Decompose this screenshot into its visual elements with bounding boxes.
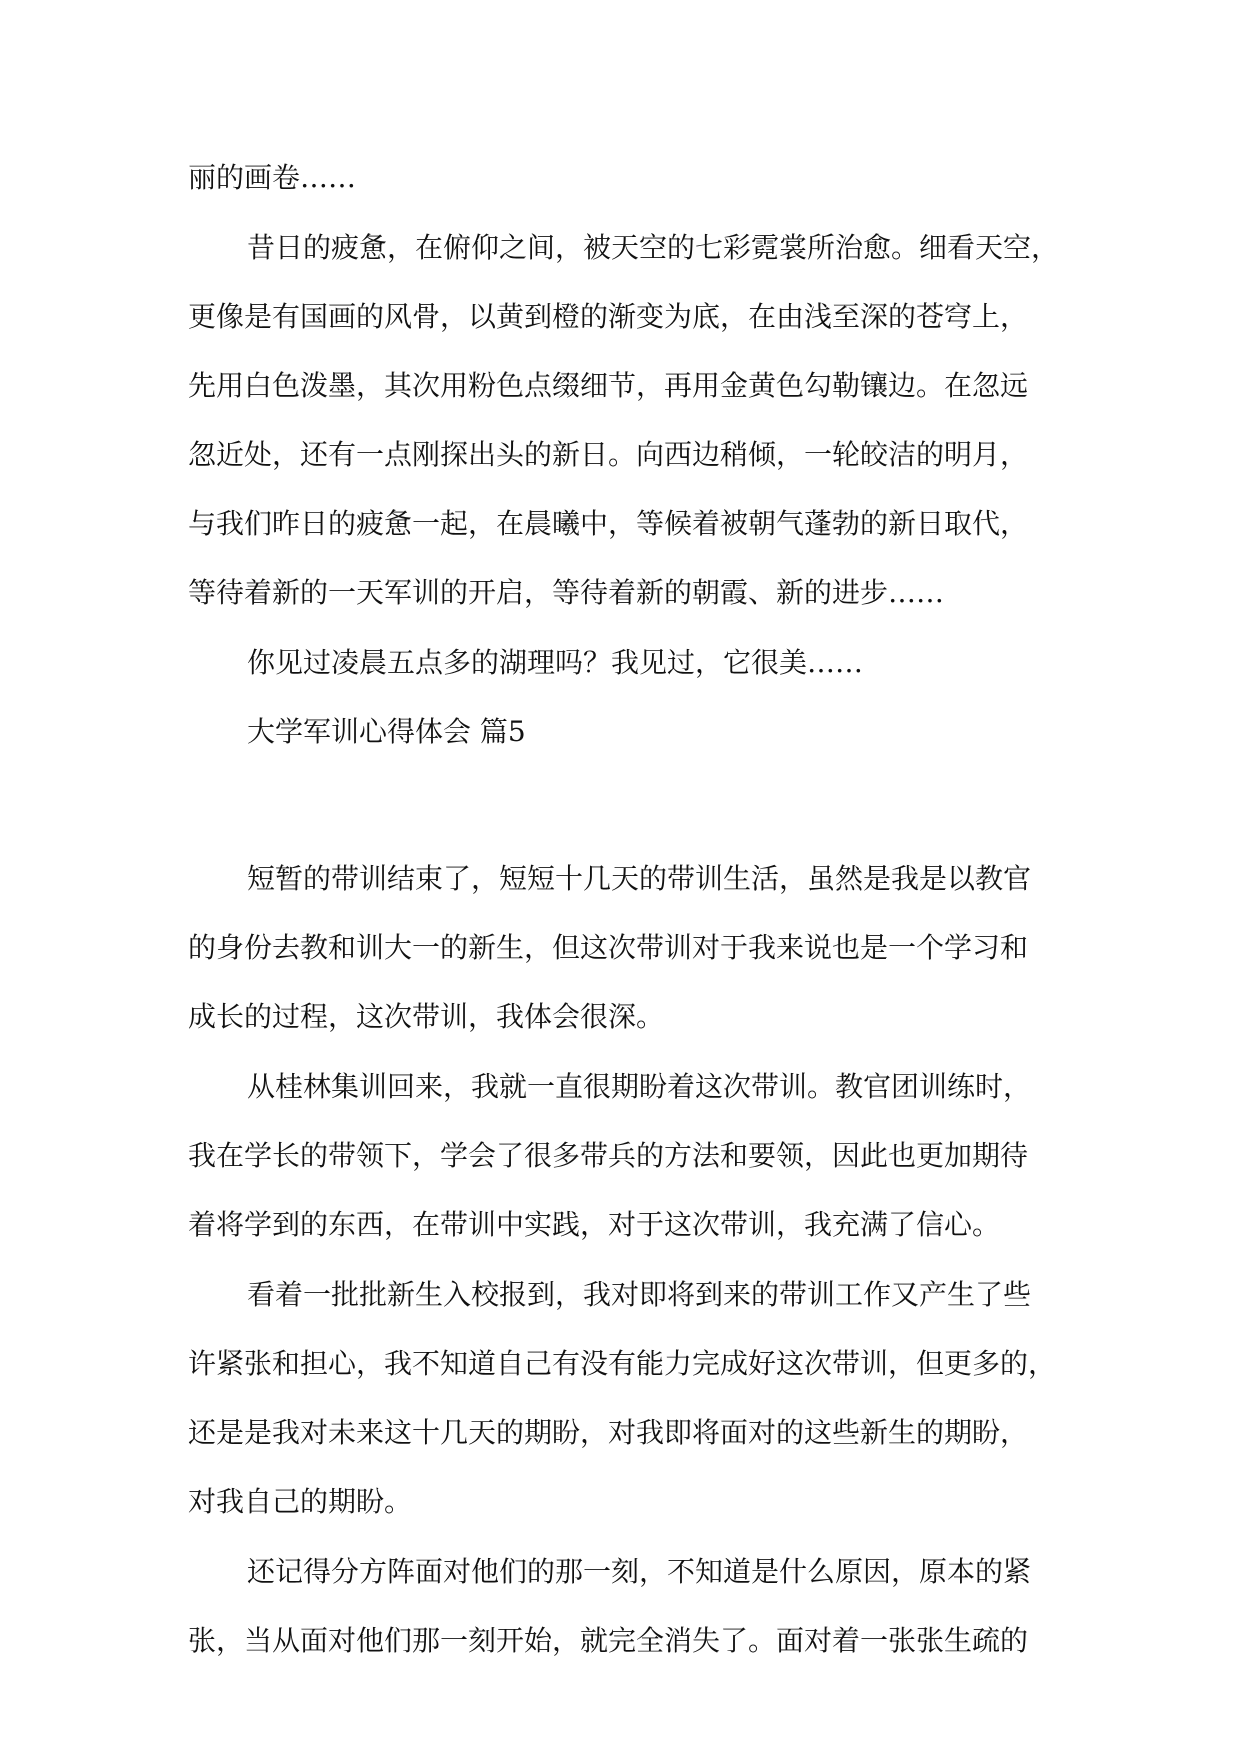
text-line: 成长的过程，这次带训，我体会很深。 <box>188 1000 665 1033</box>
text-line: 短暂的带训结束了，短短十几天的带训生活，虽然是我是以教官 <box>247 862 1032 895</box>
text-line: 与我们昨日的疲惫一起，在晨曦中，等候着被朝气蓬勃的新日取代， <box>188 507 1029 540</box>
text-line: 我在学长的带领下，学会了很多带兵的方法和要领，因此也更加期待 <box>188 1139 1029 1172</box>
text-line: 许紧张和担心，我不知道自己有没有能力完成好这次带训，但更多的， <box>188 1347 1057 1380</box>
text-line: 的身份去教和训大一的新生，但这次带训对于我来说也是一个学习和 <box>188 931 1029 964</box>
text-line: 更像是有国画的风骨，以黄到橙的渐变为底，在由浅至深的苍穹上， <box>188 300 1029 333</box>
text-line: 等待着新的一天军训的开启，等待着新的朝霞、新的进步…… <box>188 576 945 609</box>
text-line: 你见过凌晨五点多的湖理吗？我见过，它很美…… <box>247 646 864 679</box>
text-line: 还记得分方阵面对他们的那一刻，不知道是什么原因，原本的紧 <box>247 1555 1032 1588</box>
text-line: 着将学到的东西，在带训中实践，对于这次带训，我充满了信心。 <box>188 1208 1001 1241</box>
text-line: 从桂林集训回来，我就一直很期盼着这次带训。教官团训练时， <box>247 1070 1032 1103</box>
text-line: 对我自己的期盼。 <box>188 1485 413 1518</box>
text-line: 张，当从面对他们那一刻开始，就完全消失了。面对着一张张生疏的 <box>188 1624 1029 1657</box>
text-line: 还是是我对未来这十几天的期盼，对我即将面对的这些新生的期盼， <box>188 1416 1029 1449</box>
section-heading: 大学军训心得体会 篇5 <box>247 715 526 748</box>
text-line: 先用白色泼墨，其次用粉色点缀细节，再用金黄色勾勒镶边。在忽远 <box>188 369 1029 402</box>
text-line: 昔日的疲惫，在俯仰之间，被天空的七彩霓裳所治愈。细看天空， <box>247 231 1060 264</box>
text-line: 忽近处，还有一点刚探出头的新日。向西边稍倾，一轮皎洁的明月， <box>188 438 1029 471</box>
text-line: 看着一批批新生入校报到，我对即将到来的带训工作又产生了些 <box>247 1278 1032 1311</box>
text-line: 丽的画卷…… <box>188 161 357 194</box>
